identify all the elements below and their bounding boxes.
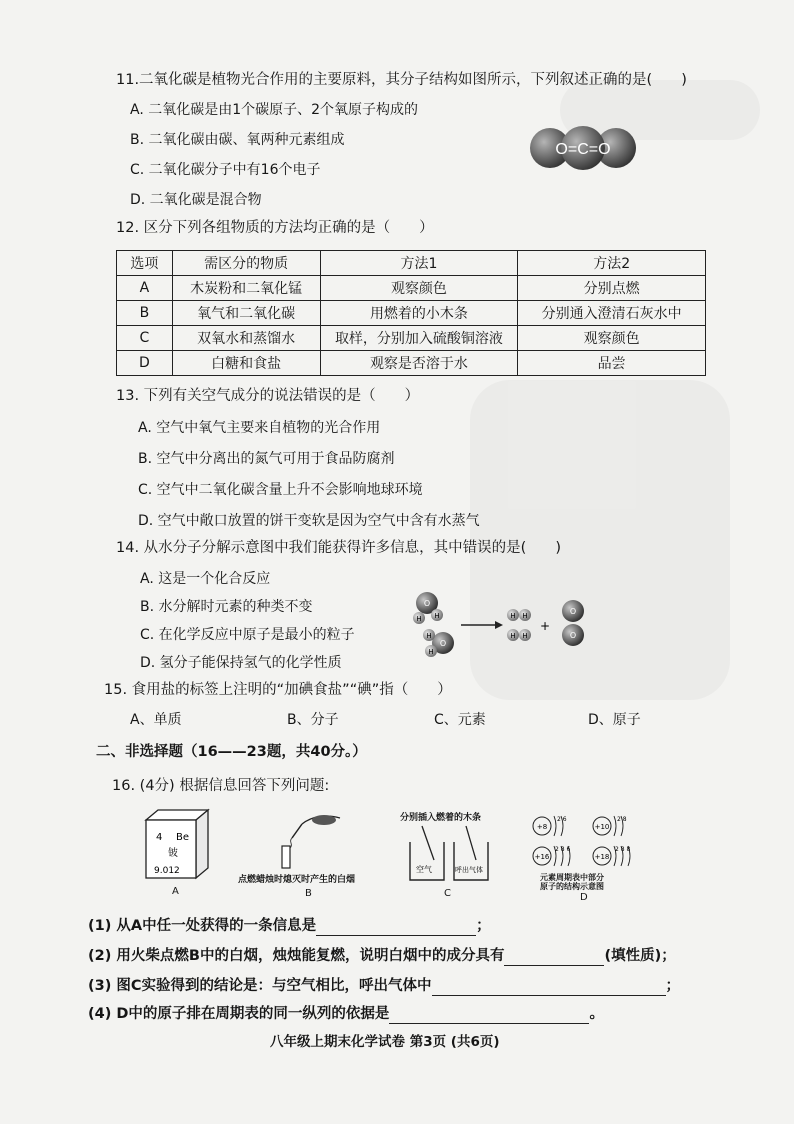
- atom-label: O: [423, 599, 431, 608]
- q16-sub3-end: ；: [665, 978, 681, 994]
- bottle-icon: [454, 842, 488, 880]
- q16-sub2-end: (填性质)；: [604, 948, 676, 964]
- q16-sub1-text: (1) 从A中任一处获得的一条信息是: [88, 918, 317, 934]
- atom-diagram: [533, 816, 567, 836]
- table-cell: 品尝: [518, 351, 706, 376]
- q16-sub2: [88, 946, 676, 966]
- q14-option-c: C. 在化学反应中原子是最小的粒子: [140, 627, 355, 643]
- q12-table: [116, 250, 706, 376]
- table-cell: 氧气和二氧化碳: [172, 301, 320, 326]
- shell-electrons: 2 8 8: [615, 846, 631, 853]
- q16-sub3: [88, 976, 680, 996]
- q16-stem: 16. (4分) 根据信息回答下列问题:: [112, 778, 330, 794]
- q14-option-d: D. 氢分子能保持氢气的化学性质: [140, 655, 342, 671]
- table-header: 选项: [117, 251, 173, 276]
- atomic-structure-figure: [528, 810, 648, 876]
- atom-diagram: [593, 816, 627, 836]
- wood-stick-icon: [422, 826, 434, 860]
- table-header: 方法2: [518, 251, 706, 276]
- answer-blank-4[interactable]: [389, 1007, 589, 1024]
- table-header-row: [117, 251, 706, 276]
- co2-molecule-figure: [528, 120, 638, 176]
- table-cell: 分别点燃: [518, 276, 706, 301]
- nucleus-charge: +8: [536, 823, 548, 831]
- molecule-label: O=C=O: [555, 141, 611, 158]
- q11-stem: 11.二氧化碳是植物光合作用的主要原料，其分子结构如图所示，下列叙述正确的是( ): [116, 72, 687, 88]
- table-cell: C: [117, 326, 173, 351]
- table-cell: B: [117, 301, 173, 326]
- atom-label: H: [522, 612, 528, 620]
- answer-blank-2[interactable]: [504, 949, 604, 966]
- shell-electrons: 2 8: [617, 816, 627, 823]
- table-cell: 用燃着的小木条: [320, 301, 518, 326]
- wood-stick-icon: [466, 826, 476, 860]
- figure-c-caption: 分别插入燃着的木条: [400, 813, 482, 823]
- figure-c-label: C: [444, 888, 451, 899]
- page-footer: 八年级上期末化学试卷 第3页 (共6页): [270, 1034, 500, 1050]
- q13-option-d: D. 空气中敞口放置的饼干变软是因为空气中含有水蒸气: [138, 513, 480, 529]
- atom-label: O: [569, 631, 577, 640]
- nucleus-charge: +16: [534, 853, 550, 861]
- table-row: [117, 276, 706, 301]
- atom-label: H: [426, 632, 432, 640]
- q15-option-a: A、单质: [130, 712, 182, 728]
- q11-option-b: B. 二氧化碳由碳、氧两种元素组成: [130, 132, 345, 148]
- answer-blank-3[interactable]: [432, 979, 666, 996]
- atom-label: H: [522, 632, 528, 640]
- q15-option-d: D、原子: [588, 712, 641, 728]
- atomic-mass: 9.012: [154, 866, 180, 876]
- reaction-arrow-head: [495, 621, 503, 629]
- atom-label: O: [569, 607, 577, 616]
- table-cell: D: [117, 351, 173, 376]
- shell-electrons: 2 6: [557, 816, 567, 823]
- figure-b-label: B: [305, 888, 312, 899]
- table-cell: A: [117, 276, 173, 301]
- q16-sub2-text: (2) 用火柴点燃B中的白烟，烛烛能复燃，说明白烟中的成分具有: [88, 948, 505, 964]
- q11-option-d: D. 二氧化碳是混合物: [130, 192, 262, 208]
- match-icon: [292, 824, 302, 838]
- bottles-figure: [404, 824, 494, 884]
- q14-option-a: A. 这是一个化合反应: [140, 571, 271, 587]
- table-cell: 双氧水和蒸馏水: [172, 326, 320, 351]
- q14-stem: 14. 从水分子分解示意图中我们能获得许多信息，其中错误的是( ): [116, 540, 561, 556]
- q16-sub4-text: (4) D中的原子排在周期表的同一纵列的依据是: [88, 1006, 390, 1022]
- table-cell: 取样，分别加入硫酸铜溶液: [320, 326, 518, 351]
- table-cell: 分别通入澄清石灰水中: [518, 301, 706, 326]
- q16-sub1-end: ；: [476, 918, 491, 934]
- bottle-label-air: 空气: [416, 865, 432, 874]
- nucleus-charge: +10: [594, 823, 610, 831]
- atom-label: H: [428, 648, 434, 656]
- q15-stem: 15. 食用盐的标签上注明的“加碘食盐”“碘”指（ ）: [104, 682, 452, 698]
- figure-d-label: D: [580, 892, 588, 903]
- table-row: [117, 326, 706, 351]
- atom-diagram: [593, 846, 630, 866]
- candle-smoke-figure: [262, 808, 352, 870]
- table-row: [117, 301, 706, 326]
- atom-label: H: [510, 612, 516, 620]
- table-cell: 白糖和食盐: [172, 351, 320, 376]
- table-cell: 观察颜色: [518, 326, 706, 351]
- atom-diagram: [533, 846, 570, 866]
- table-header: 需区分的物质: [172, 251, 320, 276]
- element-card-figure: [142, 808, 212, 880]
- atom-label: H: [510, 632, 516, 640]
- plus-sign: +: [539, 619, 551, 633]
- water-decomposition-diagram: [405, 585, 610, 665]
- table-cell: 观察是否溶于水: [320, 351, 518, 376]
- atomic-number: 4: [156, 832, 163, 843]
- q11-option-a: A. 二氧化碳是由1个碳原子、2个氧原子构成的: [130, 102, 419, 118]
- section-heading: 二、非选择题（16——23题，共40分。）: [96, 744, 367, 760]
- bottle-label-exhaled: 呼出气体: [455, 866, 483, 874]
- atom-label: H: [416, 615, 422, 623]
- figure-d-caption-2: 原子的结构示意图: [540, 882, 604, 891]
- q13-option-a: A. 空气中氧气主要来自植物的光合作用: [138, 420, 381, 436]
- q12-stem: 12. 区分下列各组物质的方法均正确的是（ ）: [116, 220, 434, 236]
- candle-icon: [282, 846, 290, 868]
- table-cell: 观察颜色: [320, 276, 518, 301]
- table-header: 方法1: [320, 251, 518, 276]
- element-symbol: Be: [176, 832, 190, 843]
- atom-label: H: [434, 612, 440, 620]
- shell-electrons: 2 8 6: [555, 846, 571, 853]
- hand-icon: [312, 815, 336, 825]
- q16-sub4-end: 。: [589, 1006, 604, 1022]
- nucleus-charge: +18: [594, 853, 610, 861]
- q13-option-b: B. 空气中分离出的氮气可用于食品防腐剂: [138, 451, 395, 467]
- element-name: 铍: [168, 848, 178, 859]
- bottle-icon: [410, 842, 444, 880]
- q15-option-b: B、分子: [287, 712, 339, 728]
- figure-d-caption-1: 元素周期表中部分: [540, 873, 604, 882]
- atom-label: O: [439, 639, 447, 648]
- table-row: [117, 351, 706, 376]
- q13-option-c: C. 空气中二氧化碳含量上升不会影响地球环境: [138, 482, 423, 498]
- q13-stem: 13. 下列有关空气成分的说法错误的是（ ）: [116, 388, 420, 404]
- q16-sub3-text: (3) 图C实验得到的结论是：与空气相比，呼出气体中: [88, 978, 432, 994]
- q16-sub1: [88, 916, 491, 936]
- table-cell: 木炭粉和二氧化锰: [172, 276, 320, 301]
- q14-option-b: B. 水分解时元素的种类不变: [140, 599, 313, 615]
- figure-a-label: A: [172, 886, 179, 897]
- q11-option-c: C. 二氧化碳分子中有16个电子: [130, 162, 321, 178]
- figure-b-caption: 点燃蜡烛时熄灭时产生的白烟: [238, 875, 356, 885]
- q16-sub4: [88, 1004, 604, 1024]
- answer-blank-1[interactable]: [316, 919, 476, 936]
- q15-option-c: C、元素: [434, 712, 486, 728]
